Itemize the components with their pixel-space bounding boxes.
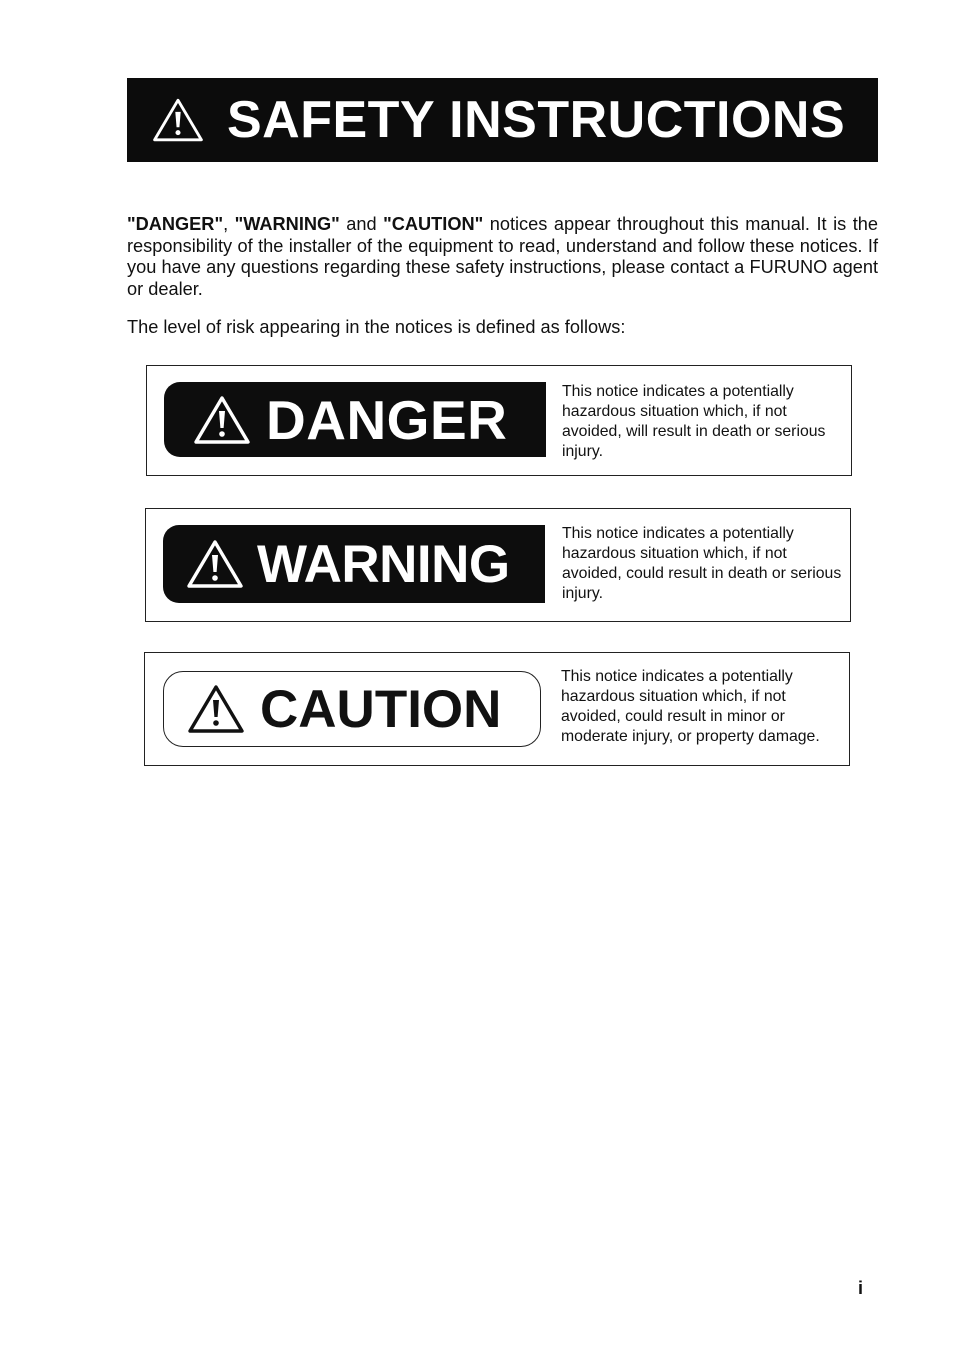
warning-term: "WARNING" [234,214,340,234]
intro-sep-2: and [339,214,384,234]
warning-triangle-icon [192,394,252,446]
risk-level-intro: The level of risk appearing in the notices is defined as follows: [127,317,626,337]
page-title: SAFETY INSTRUCTIONS [227,91,846,149]
caution-signal-word: CAUTION [260,679,502,739]
page-number: i [858,1278,864,1298]
warning-description: This notice indicates a potentially hazardous situation which, if not avoided, could result in death or serious injury. [562,525,842,602]
danger-signal-panel [164,382,546,457]
page-title-banner [127,78,878,162]
caution-description: This notice indicates a potentially hazardous situation which, if not avoided, could result in minor or moderate injury, or property damage. [561,668,820,745]
warning-notice-box [145,508,851,622]
warning-triangle-icon [185,538,245,590]
warning-triangle-icon [186,683,246,735]
danger-signal-word: DANGER [266,388,508,451]
caution-term: "CAUTION" [383,214,484,234]
warning-signal-panel [163,525,545,603]
intro-rest: notices appear throughout this manual. It is the responsibility of the installer of the equipment to read, understand and follow these notices. If you have any questions regarding these safety instructions, please contact a FURUNO agent or dealer. [127,214,879,299]
warning-triangle-icon [151,96,205,144]
intro-paragraph [127,214,878,300]
danger-description: This notice indicates a potentially hazardous situation which, if not avoided, will result in death or serious injury. [562,383,826,460]
danger-notice-box [146,365,852,476]
intro-sep-1: , [223,214,235,234]
caution-notice-box [144,652,850,766]
warning-signal-word: WARNING [257,534,510,594]
danger-term: "DANGER" [127,214,224,234]
caution-signal-panel [163,671,541,747]
